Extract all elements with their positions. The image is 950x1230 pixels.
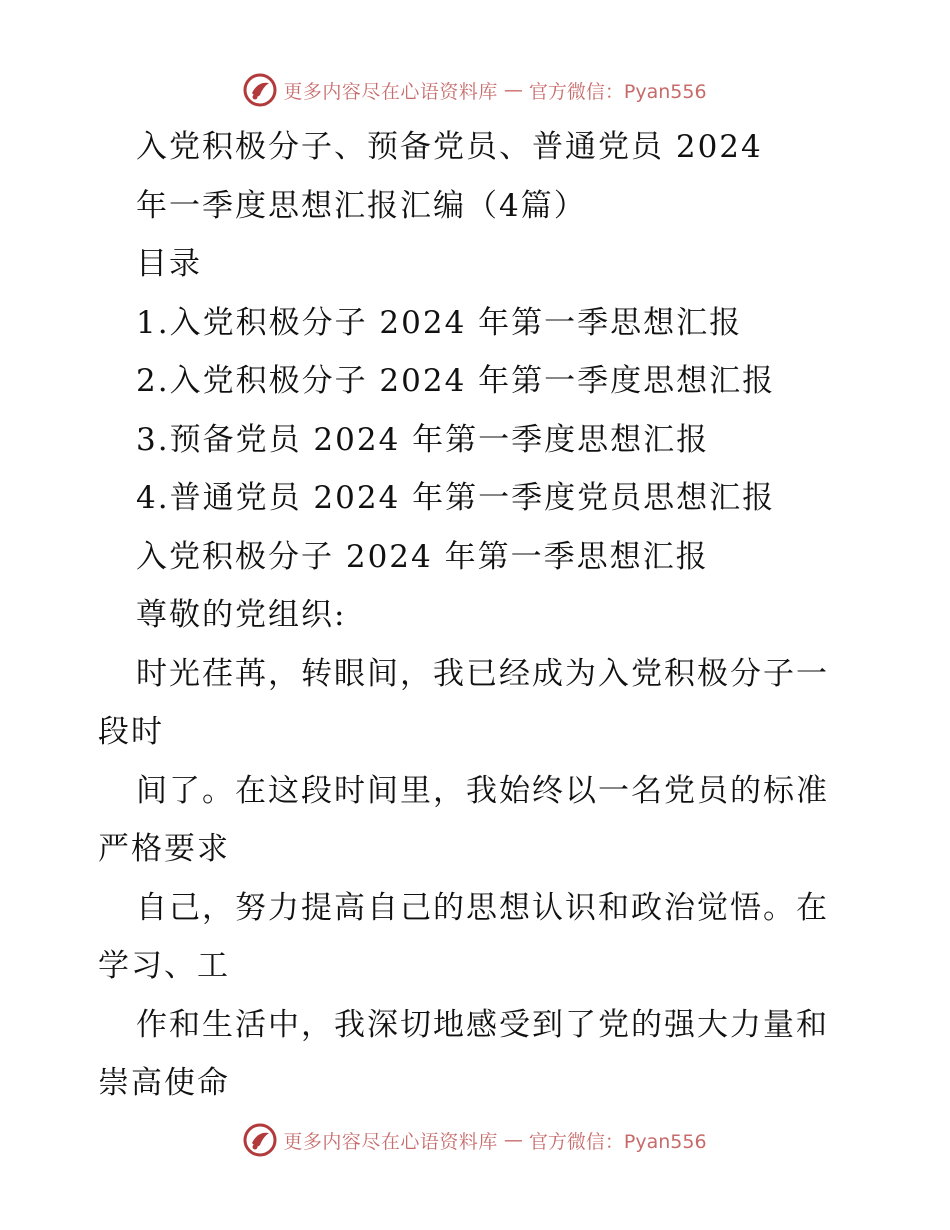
body-line: 间了。在这段时间里，我始终以一名党员的标准 bbox=[136, 772, 829, 809]
toc-item-3: 3.预备党员 2024 年第一季度思想汇报 bbox=[136, 421, 710, 458]
body-line: 段时 bbox=[98, 714, 164, 750]
body-line: 作和生活中，我深切地感受到了党的强大力量和 bbox=[136, 1006, 829, 1043]
watermark-text: 更多内容尽在心语资料库 bbox=[283, 80, 498, 103]
toc-heading: 目录 bbox=[136, 246, 202, 282]
watermark-wechat: 官方微信：Pyan556 bbox=[528, 1130, 707, 1153]
toc-item-1: 1.入党积极分子 2024 年第一季思想汇报 bbox=[136, 304, 743, 341]
body-line: 严格要求 bbox=[98, 831, 230, 867]
body-line: 崇高使命 bbox=[98, 1065, 230, 1101]
watermark-separator: — bbox=[503, 79, 523, 101]
watermark-separator: — bbox=[503, 1129, 523, 1151]
toc-item-4: 4.普通党员 2024 年第一季度党员思想汇报 bbox=[136, 480, 776, 516]
doc-title-line-1: 入党积极分子、预备党员、普通党员 2024 bbox=[136, 129, 763, 165]
watermark-wechat: 官方微信：Pyan556 bbox=[528, 80, 707, 103]
header-watermark bbox=[0, 70, 950, 110]
toc-item-2: 2.入党积极分子 2024 年第一季度思想汇报 bbox=[136, 363, 776, 399]
brand-logo-icon bbox=[243, 73, 277, 107]
footer-watermark bbox=[0, 1120, 950, 1160]
doc-title-line-2: 年一季度思想汇报汇编（4篇） bbox=[136, 187, 587, 224]
section-heading: 入党积极分子 2024 年第一季思想汇报 bbox=[136, 538, 709, 575]
document-body bbox=[98, 118, 858, 1113]
watermark-text: 更多内容尽在心语资料库 bbox=[283, 1130, 498, 1153]
brand-logo-icon bbox=[243, 1123, 277, 1157]
body-line: 时光荏苒，转眼间，我已经成为入党积极分子一 bbox=[136, 655, 829, 692]
body-line: 自己，努力提高自己的思想认识和政治觉悟。在 bbox=[136, 889, 829, 926]
body-line: 学习、工 bbox=[98, 948, 230, 984]
salutation: 尊敬的党组织: bbox=[136, 597, 347, 633]
